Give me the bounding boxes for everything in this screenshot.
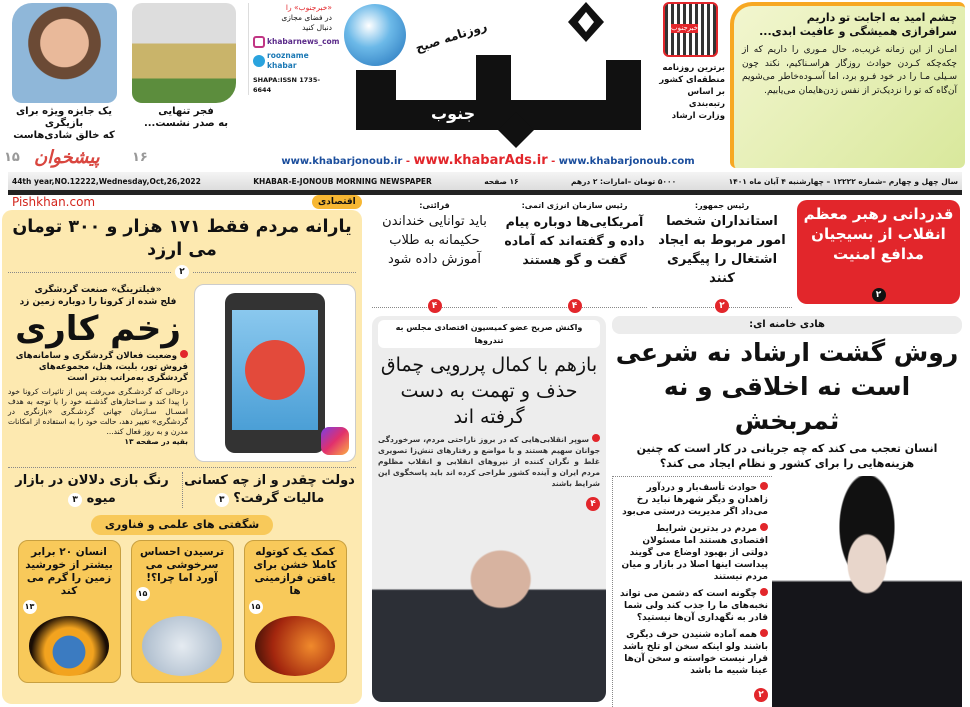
economy-badge: اقتصادی: [312, 195, 362, 209]
main-subhead: انسان تعجب می کند که چه جریانی در کار است که چنین هزینه‌هایی را برای کشور و نظام ایجاد می کند؟: [636, 442, 938, 470]
ranking-text: برترین روزنامه منطقه‌ای کشور بر اساس رتبه‌بندی وزارت ارشاد: [659, 63, 725, 121]
science-card[interactable]: انسان ۲۰ برابر بیشتر از خورشید زمین را گرم می کند ۱۳: [18, 540, 121, 683]
middle-story[interactable]: واکنش صریح عضو کمیسیون اقتصادی مجلس به تندروها بازهم با کمال پررویی چماق حذف و تهمت به دست گرفته اند سوپر انقلابی‌هایی که در بروز ناراحتی مردم، سرخوردگی جوانان سهیم هستند و با مواضع و رفتارهای تنش‌زا تصویری غلط و نگران کننده از نیروهای انقلابی و انقلاب مظلوم مردم ایران و آینده کشور طراحی کرده اند باید پاسخگوی این شرایط باشند ۴: [372, 316, 606, 702]
economy-headline[interactable]: یارانه مردم فقط ۱۷۱ هزار و ۳۰۰ تومان می ارزد: [12, 217, 352, 260]
science-card[interactable]: کمک یک کوتوله کاملا خشن برای یافتن فرازمینی ها ۱۵: [244, 540, 347, 683]
page-number: ۱۵: [4, 150, 20, 165]
editorial-box[interactable]: چشم امید به اجابت تو داریم سرافرازی همیشگی و عافیت ابدی... امـان از این زمانه غریب‌ه، حال مـوری را داریم که از چکه‌چکه کـردن حوادث روزگار هراسـناکیم، نکند چون سـیلی مـا را در خود فـرو برد، اما آسـوده‌خاطر می‌شویم آن‌گاه که تو را نزدیک‌تر از نفس زدن‌هایمان می‌یابیم.: [730, 2, 965, 168]
info-bar: 44th year,NO.12222,Wednesday,Oct,26,2022 KHABAR-E-JONOUB MORNING NEWSPAPER ۱۶ صفحه ۵۰۰۰ تومان –امارات: ۲ درهم سال چهل و چهارم –شماره ۱۲۲۲۲ – چهارشنبه ۴ آبان ماه ۱۴۰۱: [8, 172, 962, 195]
tourism-image[interactable]: [194, 284, 356, 462]
main-headline[interactable]: روش گشت ارشاد نه شرعی است نه اخلاقی و نه ثمربخش: [615, 338, 959, 435]
tax-story[interactable]: دولت چقدر و از چه کسانی مالیات گرفت؟ ۳: [182, 472, 356, 508]
main-story: [612, 316, 962, 707]
science-card[interactable]: ترسیدن احساس سرخوشی می آورد اما چرا؟! ۱۵: [131, 540, 234, 683]
globe-icon: [344, 4, 406, 66]
football-caption[interactable]: فجر تنهایی به صدر نشست...: [143, 106, 229, 129]
economy-section: یارانه مردم فقط ۱۷۱ هزار و ۳۰۰ تومان می ارزد ۲ «فیلترینگ» صنعت گردشگری فلج شده از کرونا را دوباره زمین زد زخم کاری وضعیت فعالان گردشگری و سامانه‌های فروش تور، بلیت، هتل، مجموعه‌های گردشگری به‌مراتب بدتر است درحالی که گردشـگری می‌رفت پس از تاثیرات کرونا خود را پیدا کند و سـاختارهای گذشـته خود را با توجه به هدف امسـال سـازمان جهانی گردشـگری «بازنگری در گردشگری» تغییر دهد، حالت خود را به استفاده از امکانات مدرن و به روز فعال کند... بقیه در صفحه ۱۳ رنگ بازی دلالان در بازار میوه ۳ دولت چقدر و از چه کسانی مالیات گرفت؟ ۳ شگفتی های علمی و فناوری انسان ۲۰ برابر بیشتر از خورشید زمین را گرم می کند ۱۳ ترسیدن احساس سرخوشی می آورد اما چرا؟! ۱۵ کمک یک کوتوله کاملا خشن برای یافتن فرازمینی ها ۱۵: [2, 210, 362, 704]
instagram-icon[interactable]: [253, 36, 265, 48]
fruit-market-story[interactable]: رنگ بازی دلالان در بازار میوه ۳: [15, 473, 169, 506]
qr-code[interactable]: خبرجنوب: [663, 2, 718, 57]
pishkhan-url[interactable]: Pishkhan.com: [12, 195, 96, 209]
headline-president[interactable]: رئیس جمهور: استانداران شخصا امور مربوط به ایجاد اشتغال را پیگیری کنند ۲: [652, 200, 792, 308]
mp-photo: [372, 513, 606, 702]
actor-photo[interactable]: [12, 3, 117, 103]
page-number: ۱۶: [132, 150, 148, 165]
main-bullets: حوادث تأسف‌بار و دردآور زاهدان و دیگر شهرها نباید رخ می‌داد اگر مدیریت درستی می‌بود مردم در بدترین شرایط اقتصادی هستند اما مسئولان دولتی از بهبود اوضاع می گویند پیداست اینها اصلا در بازار و میان مردم نیستند چگونه است که دشمن می تواند نخبه‌های ما را جذب کند ولی شما قادر به نگهداری آن‌ها نیستید؟ همه آماده شنیدن حرف دیگری باشند ولو اینکه سخن او تلخ باشد قرار نیست خواسته و سخن آن‌ها عینا شبیه ما باشد ۲: [612, 476, 772, 707]
tourism-story[interactable]: «فیلترینگ» صنعت گردشگری فلج شده از کرونا را دوباره زمین زد زخم کاری وضعیت فعالان گردشگری و سامانه‌های فروش تور، بلیت، هتل، مجموعه‌های گردشگری به‌مراتب بدتر است درحالی که گردشـگری می‌رفت پس از تاثیرات کرونا خود را پیدا کند و سـاختارهای گذشـته خود را با توجه به هدف امسـال سـازمان جهانی گردشـگری «بازنگری در گردشگری» تغییر دهد، حالت خود را به استفاده از امکانات مدرن و به روز فعال کند... بقیه در صفحه ۱۳: [8, 285, 188, 446]
social-box: «خبرجنوب» را در فضای مجازی دنبال کنید khabarnews_com roozname khabar SHAPA:ISSN 1735-6644: [248, 3, 332, 95]
actor-caption[interactable]: یک جایزه ویژه برای بازیگری که خالق شادی‌هاست: [13, 106, 115, 141]
masthead-logo[interactable]: روزنامه صبح جنوب: [336, 0, 652, 148]
main-kicker: هادی خامنه ای:: [612, 316, 962, 334]
website-links: www.khabarjonoub.ir - www.khabarAds.ir - www.khabarjonoub.com: [281, 153, 695, 168]
football-photo[interactable]: [132, 3, 236, 103]
telegram-icon[interactable]: [253, 55, 265, 67]
red-headline-box[interactable]: قدردانی رهبر معظم انقلاب از بسیجیان مدافع امنیت ۲: [797, 200, 960, 304]
hadi-khamenei-photo: [772, 476, 962, 707]
headline-atomic[interactable]: رئیس سازمان انرژی اتمی: آمریکایی‌ها دوباره پیام داده و گفته‌اند که آماده گفت و گو هستند ۴: [502, 200, 647, 308]
instagram-icon: [321, 427, 349, 455]
pishkhan-watermark: پیشخوان: [34, 147, 100, 168]
headline-gharaati[interactable]: قرائتی: باید توانایی خنداندن حکیمانه به طلاب آموزش داده شود ۴: [372, 200, 497, 308]
science-label: شگفتی های علمی و فناوری: [91, 515, 273, 535]
